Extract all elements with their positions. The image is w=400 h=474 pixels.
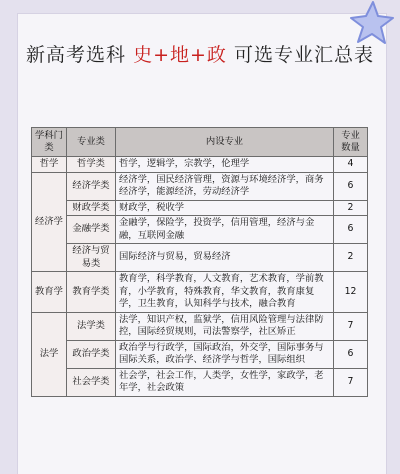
count-cell: 2 xyxy=(334,200,368,216)
count-cell: 6 xyxy=(334,216,368,244)
major-class-cell: 财政学类 xyxy=(67,200,116,216)
title-subjects-highlight: 史+地+政 xyxy=(133,44,227,66)
table-row xyxy=(32,216,368,244)
count-cell: 2 xyxy=(334,244,368,272)
majors-cell: 教育学，科学教育，人文教育，艺术教育，学前教育，小学教育，特殊教育，华文教育，教育康复学，卫生教育，认知科学与技术，融合教育 xyxy=(116,272,334,313)
table-row xyxy=(32,312,368,340)
header-count: 专业数量 xyxy=(334,128,368,157)
header-category: 学科门类 xyxy=(32,128,67,157)
table-row xyxy=(32,368,368,396)
major-class-cell: 教育学类 xyxy=(67,272,116,313)
majors-cell: 国际经济与贸易，贸易经济 xyxy=(116,244,334,272)
table-row xyxy=(32,244,368,272)
major-class-cell: 经济学类 xyxy=(67,172,116,200)
table-row xyxy=(32,272,368,313)
page-title xyxy=(0,40,400,67)
count-cell: 4 xyxy=(334,157,368,173)
header-majors: 内设专业 xyxy=(116,128,334,157)
title-suffix: 可选专业汇总表 xyxy=(233,44,374,66)
majors-cell: 经济学，国民经济管理，资源与环境经济学，商务经济学，能源经济，劳动经济学 xyxy=(116,172,334,200)
major-class-cell: 经济与贸易类 xyxy=(67,244,116,272)
major-class-cell: 社会学类 xyxy=(67,368,116,396)
count-cell: 12 xyxy=(334,272,368,313)
majors-cell: 社会学，社会工作，人类学，女性学，家政学，老年学，社会政策 xyxy=(116,368,334,396)
count-cell: 7 xyxy=(334,368,368,396)
majors-cell: 金融学，保险学，投资学，信用管理，经济与金融，互联网金融 xyxy=(116,216,334,244)
category-cell: 哲学 xyxy=(32,157,67,173)
majors-cell: 政治学与行政学，国际政治，外交学，国际事务与国际关系，政治学、经济学与哲学，国际组织 xyxy=(116,340,334,368)
major-class-cell: 哲学类 xyxy=(67,157,116,173)
majors-cell: 法学，知识产权，监狱学，信用风险管理与法律防控，国际经贸规则，司法警察学，社区矫正 xyxy=(116,312,334,340)
table-header-row xyxy=(32,128,368,157)
title-prefix: 新高考选科 xyxy=(26,44,127,66)
majors-cell: 财政学，税收学 xyxy=(116,200,334,216)
header-major-class: 专业类 xyxy=(67,128,116,157)
major-class-cell: 金融学类 xyxy=(67,216,116,244)
count-cell: 6 xyxy=(334,340,368,368)
majors-cell: 哲学，逻辑学，宗教学，伦理学 xyxy=(116,157,334,173)
table-row xyxy=(32,200,368,216)
table-row xyxy=(32,340,368,368)
table-row xyxy=(32,172,368,200)
major-class-cell: 政治学类 xyxy=(67,340,116,368)
table-row xyxy=(32,157,368,173)
majors-table xyxy=(31,127,368,397)
count-cell: 7 xyxy=(334,312,368,340)
count-cell: 6 xyxy=(334,172,368,200)
category-cell: 教育学 xyxy=(32,272,67,313)
category-cell: 法学 xyxy=(32,312,67,396)
major-class-cell: 法学类 xyxy=(67,312,116,340)
category-cell: 经济学 xyxy=(32,172,67,272)
